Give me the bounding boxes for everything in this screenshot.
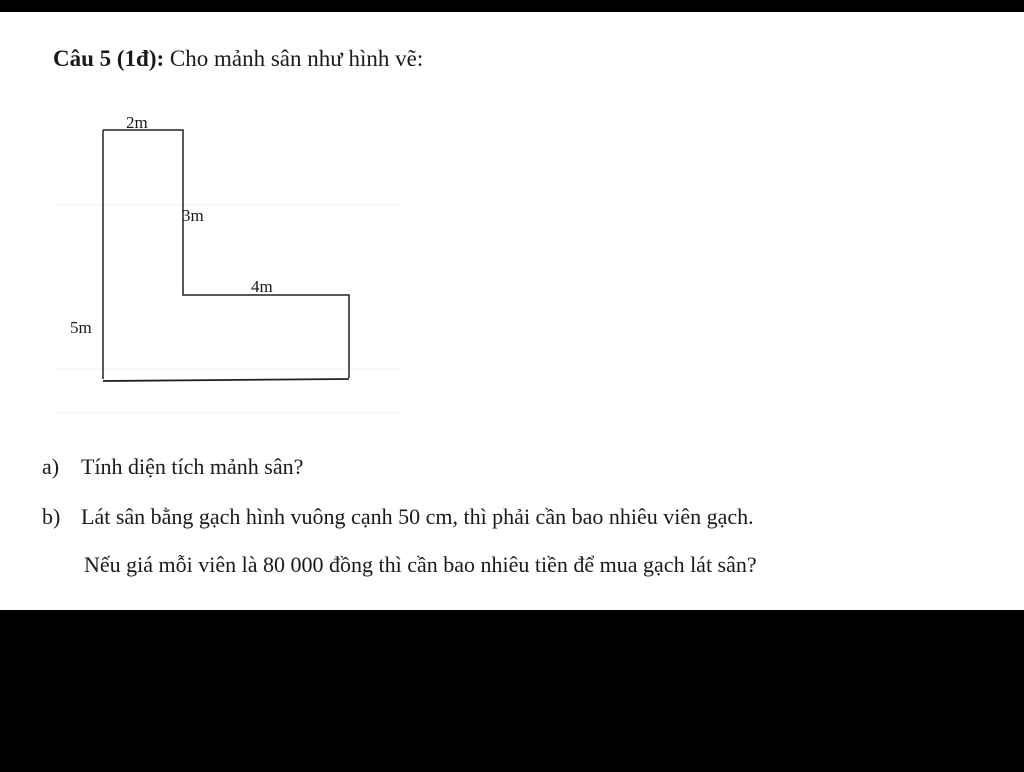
top-width-label: 2m [126, 113, 148, 132]
question-title [53, 46, 423, 72]
l-shape-figure [40, 97, 420, 417]
question-number: Câu 5 (1đ): [53, 46, 165, 71]
worksheet [0, 12, 1024, 610]
question-intro: Cho mảnh sân như hình vẽ: [164, 46, 424, 71]
l-shape-bottom-side [103, 379, 349, 381]
inner-height-label: 3m [182, 206, 204, 225]
question-part-a [42, 454, 303, 480]
part-a-label: a) [42, 454, 60, 479]
left-height-label: 5m [70, 318, 92, 337]
question-part-b [42, 504, 754, 530]
part-b-label: b) [42, 504, 61, 529]
part-b-text-line1: Lát sân bằng gạch hình vuông cạnh 50 cm, thì phải cần bao nhiêu viên gạch. [81, 504, 754, 529]
l-shape-outline [103, 130, 349, 378]
part-a-text: Tính diện tích mảnh sân? [81, 454, 304, 479]
inner-width-label: 4m [251, 277, 273, 296]
part-b-text-line2: Nếu giá mỗi viên là 80 000 đồng thì cần bao nhiêu tiền để mua gạch lát sân? [84, 552, 757, 577]
